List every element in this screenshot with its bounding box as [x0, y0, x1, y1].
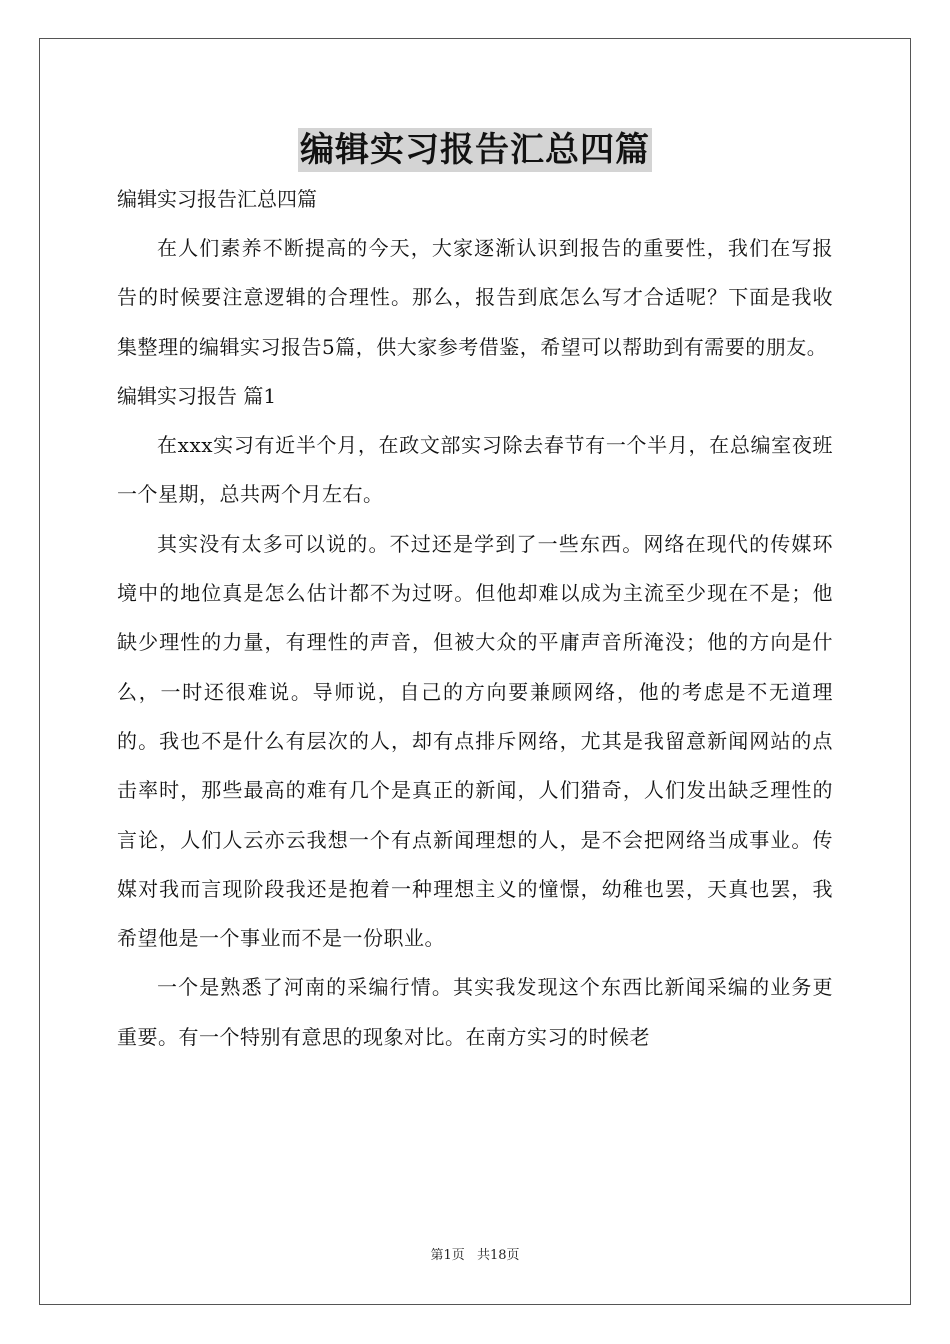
page-number-total: 共18页 — [476, 1248, 520, 1263]
document-title — [117, 125, 833, 175]
document-body — [117, 125, 833, 1062]
body-paragraph: 其实没有太多可以说的。不过还是学到了一些东西。网络在现代的传媒环境中的地位真是怎么估计都不为过呀。但他却难以成为主流至少现在不是；他缺少理性的力量，有理性的声音，但被大众的平庸声音所淹没；他的方向是什么，一时还很难说。导师说，自己的方向要兼顾网络，他的考虑是不无道理的。我也不是什么有层次的人，却有点排斥网络，尤其是我留意新闻网站的点击率时，那些最高的难有几个是真正的新闻，人们猎奇，人们发出缺乏理性的言论，人们人云亦云我想一个有点新闻理想的人，是不会把网络当成事业。传媒对我而言现阶段我还是抱着一种理想主义的憧憬，幼稚也罢，天真也罢，我希望他是一个事业而不是一份职业。 — [117, 531, 833, 951]
page-number-current: 第1页 — [430, 1248, 465, 1263]
document-title-text: 编辑实习报告汇总四篇 — [300, 130, 650, 170]
body-paragraph: 一个是熟悉了河南的采编行情。其实我发现这个东西比新闻采编的业务更重要。有一个特别有意思的现象对比。在南方实习的时候老 — [117, 975, 833, 1049]
document-subtitle: 编辑实习报告汇总四篇 — [117, 187, 317, 211]
section-heading: 编辑实习报告 篇1 — [117, 383, 277, 408]
body-paragraph: 在xxx实习有近半个月，在政文部实习除去春节有一个半月，在总编室夜班一个星期，总共两个月左右。 — [117, 433, 833, 507]
intro-paragraph: 在人们素养不断提高的今天，大家逐渐认识到报告的重要性，我们在写报告的时候要注意逻辑的合理性。那么，报告到底怎么写才合适呢？下面是我收集整理的编辑实习报告5篇，供大家参考借鉴，希望可以帮助到有需要的朋友。 — [117, 236, 833, 359]
page-footer — [0, 1244, 950, 1263]
